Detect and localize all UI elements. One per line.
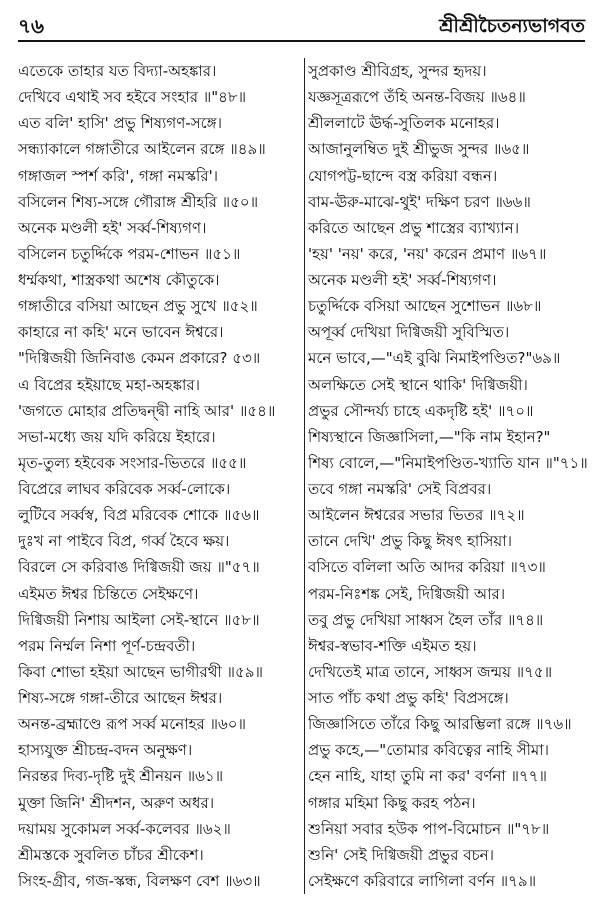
verse-line: পরম-নিঃশঙ্ক সেই, দিগ্বিজয়ী আর।	[308, 584, 506, 603]
verse-line: এ বিপ্রের হইয়াছে মহা-অহঙ্কার।	[18, 375, 201, 394]
verse-line: কাহারে না কহি' মনে ভাবেন ঈশ্বরে।	[18, 323, 224, 342]
verse-line: সিংহ-গ্রীব, গজ-স্কন্ধ, বিলক্ষণ বেশ ॥৬৩॥	[18, 871, 261, 890]
verse-line: শুনিয়া সবার হউক পাপ-বিমোচন ॥"৭৮॥	[308, 819, 550, 838]
verse-line: সেইক্ষণে করিবারে লাগিলা বর্ণন ॥৭৯॥	[308, 871, 537, 890]
right-column	[308, 58, 591, 894]
verse-line: এত বলি' হাসি' প্রভু শিষ্যগণ-সঙ্গে।	[18, 114, 222, 133]
verse-line: তবে গঙ্গা নমস্করি' সেই বিপ্রবর।	[308, 480, 492, 498]
verse-line: দয়াময় সুকোমল সর্ব্ব-কলেবর ॥৬২॥	[18, 819, 231, 838]
verse-line: 'জগতে মোহার প্রতিদ্বন্দ্বী নাহি আর' ॥৫৪॥	[18, 401, 276, 420]
verse-line: শ্রীমস্তকে সুবলিত চাঁচর শ্রীকেশ।	[18, 845, 204, 864]
header-rule	[18, 40, 585, 42]
verse-line: লুটিবে সর্ব্বস্ব, বিপ্র মরিবেক শোকে ॥৫৬॥	[18, 506, 260, 525]
verse-line: মনে ভাবে,—"এই বুঝি নিমাইপণ্ডিত?"৬৯॥	[308, 349, 561, 368]
verse-line: ধর্ম্মকথা, শাস্ত্রকথা অশেষ কৌতুকে।	[18, 271, 220, 289]
verse-line: যজ্ঞসূত্ররূপে তঁহি অনন্ত-বিজয় ॥৬৪॥	[308, 88, 526, 107]
verse-line: সুপ্রকাণ্ড শ্রীবিগ্রহ, সুন্দর হৃদয়।	[308, 62, 487, 80]
verse-line: সাত পাঁচ কথা প্রভু কহি' বিপ্রসঙ্গে।	[308, 689, 509, 707]
verse-line: মৃত-তুল্য হইবেক সংসার-ভিতরে ॥৫৫॥	[18, 453, 247, 472]
verse-line: নিরন্তর দিব্য-দৃষ্টি দুই শ্রীনয়ন ॥৬১॥	[18, 767, 224, 786]
verse-line: শিষ্যস্থানে জিজ্ঞাসিলা,—"কি নাম ইহান?"	[308, 427, 551, 446]
verse-line: এইমত ঈশ্বর চিন্তিতে সেইক্ষণে।	[18, 584, 199, 603]
verse-line: 'হয়' 'নয়' করে, 'নয়' করেন প্রমাণ ॥৬৭॥	[308, 244, 547, 263]
page-header	[18, 6, 585, 42]
verse-line: অনেক মণ্ডলী হই' সর্ব্ব-শিষ্যগণ।	[308, 271, 497, 289]
verse-line: অপূর্ব্ব দেখিয়া দিগ্বিজয়ী সুবিস্মিত।	[308, 323, 510, 342]
verse-line: বসিতে বলিলা অতি আদর করিয়া ॥৭৩॥	[308, 558, 546, 577]
verse-line: এতেকে তাহার যত বিদ্যা-অহঙ্কার।	[18, 62, 217, 80]
verse-line: করিতে আছেন প্রভু শাস্ত্রের ব্যাখ্যান।	[308, 218, 520, 237]
verse-line: দুঃখ না পাইবে বিপ্র, গর্ব্ব হৈবে ক্ষয়।	[18, 532, 230, 551]
verse-line: বিপ্রেরে লাঘব করিবেক সর্ব্ব-লোকে।	[18, 480, 231, 498]
verse-line: শ্রীললাটে ঊর্দ্ধ-সুতিলক মনোহর।	[308, 114, 500, 133]
verse-line: গঙ্গাজল স্পর্শ করি', গঙ্গা নমস্করি'।	[18, 166, 219, 185]
verse-line: দেখিতেই মাত্র তানে, সাধ্বস জন্ময় ॥৭৫॥	[308, 662, 553, 681]
verse-line: "দিগ্বিজয়ী জিনিবাঙ কেমন প্রকারে? ৫৩॥	[18, 349, 261, 368]
verse-line: চতুর্দ্দিকে বসিয়া আছেন সুশোভন ॥৬৮॥	[308, 297, 542, 316]
verse-line: সভা-মধ্যে জয় যদি করিয়ে ইহারে।	[18, 427, 216, 446]
verse-line: গঙ্গার মহিমা কিছু করহ পঠন।	[308, 793, 476, 812]
verse-line: বসিলেন শিষ্য-সঙ্গে গৌরাঙ্গ শ্রীহরি ॥৫০॥	[18, 192, 259, 211]
verse-line: ঈশ্বর-স্বভাব-শক্তি এইমত হয়।	[308, 636, 477, 655]
verse-line: প্রভুর সৌন্দর্য্য চাহে একদৃষ্টি হই' ॥৭০॥	[308, 401, 534, 420]
book-title: শ্রীশ্রীচৈতন্যভাগবত	[439, 15, 585, 37]
verse-line: তবু প্রভু দেখিয়া সাধ্বস হৈল তাঁর ॥৭৪॥	[308, 610, 544, 629]
verse-line: দেখিবে এথাই সব হইবে সংহার ॥"৪৮॥	[18, 88, 247, 107]
verse-columns	[18, 58, 588, 894]
verse-line: অনেক মণ্ডলী হই' সর্ব্ব-শিষ্যগণ।	[18, 218, 207, 237]
verse-line: কিবা শোভা হইয়া আছেন ভাগীরথী ॥৫৯॥	[18, 662, 263, 681]
verse-line: সন্ধ্যাকালে গঙ্গাতীরে আইলেন রঙ্গে ॥৪৯॥	[18, 140, 266, 159]
verse-line: হেন নাহি, যাহা তুমি না কর' বর্ণনা ॥৭৭॥	[308, 767, 548, 786]
verse-line: তানে দেখি' প্রভু কিছু ঈষৎ হাসিয়া।	[308, 532, 512, 551]
verse-line: দিগ্বিজয়ী নিশায় আইলা সেই-স্থানে ॥৫৮॥	[18, 610, 260, 629]
verse-line: বসিলেন চতুর্দ্দিকে পরম-শোভন ॥৫১॥	[18, 244, 241, 263]
verse-line: শুনি' সেই দিগ্বিজয়ী প্রভুর বচন।	[308, 845, 494, 864]
verse-line: অনন্ত-ব্রহ্মাণ্ডে রূপ সর্ব্ব মনোহর ॥৬০॥	[18, 715, 246, 734]
verse-line: মুক্তা জিনি' শ্রীদশন, অরুণ অধর।	[18, 793, 215, 812]
page-number: ৭৬	[18, 14, 45, 38]
column-divider	[304, 58, 305, 894]
verse-line: গঙ্গাতীরে বসিয়া আছেন প্রভু সুখে ॥৫২॥	[18, 297, 258, 316]
verse-line: শিষ্য বোলে,—"নিমাইপণ্ডিত-খ্যাতি যান ॥"৭১॥	[308, 453, 588, 472]
verse-line: বাম-ঊরু-মাঝে-থুই' দক্ষিণ চরণ ॥৬৬॥	[308, 192, 531, 211]
verse-line: যোগপট্ট-ছান্দে বস্ত্র করিয়া বন্ধন।	[308, 166, 498, 185]
left-column	[18, 58, 301, 894]
verse-line: আজানুলম্বিত দুই শ্রীভুজ সুন্দর ॥৬৫॥	[308, 140, 530, 159]
verse-line: শিষ্য-সঙ্গে গঙ্গা-তীরে আছেন ঈশ্বর।	[18, 689, 223, 707]
verse-line: প্রভু কহে,—"তোমার কবিত্বের নাহি সীমা।	[308, 741, 549, 760]
verse-line: বিরলে সে করিবাঙ দিগ্বিজয়ী জয় ॥"৫৭॥	[18, 558, 260, 577]
verse-line: আইলেন ঈশ্বরের সভার ভিতর ॥৭২॥	[308, 506, 525, 525]
verse-line: অলক্ষিতে সেই স্থানে থাকি' দিগ্বিজয়ী।	[308, 375, 528, 394]
verse-line: হাস্যযুক্ত শ্রীচন্দ্র-বদন অনুক্ষণ।	[18, 741, 193, 760]
verse-line: পরম নির্ম্মল নিশা পূর্ণ-চন্দ্রবতী।	[18, 636, 196, 655]
verse-line: জিজ্ঞাসিতে তাঁরে কিছু আরম্ভিলা রঙ্গে ॥৭৬॥	[308, 715, 572, 734]
